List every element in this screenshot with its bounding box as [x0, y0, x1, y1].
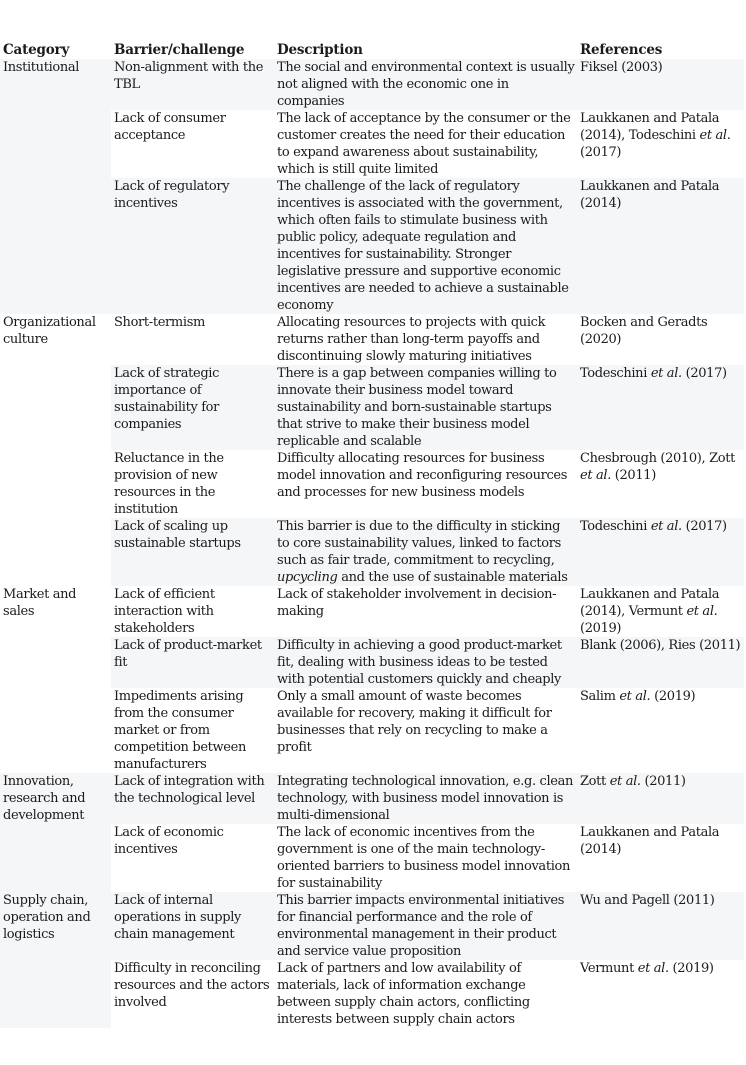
barrier-cell: Lack of scaling up sustainable startups: [111, 518, 274, 586]
barrier-cell: Lack of product-market fit: [111, 637, 274, 688]
header-row: [0, 42, 744, 59]
table-row: [0, 59, 744, 110]
references-cell: [577, 178, 744, 314]
text-segment: Laukkanen and Patala (2014): [580, 179, 720, 211]
italic-text: et al.: [650, 366, 682, 381]
text-segment: Vermunt: [580, 961, 638, 976]
description-cell: Allocating resources to projects with quick returns rather than long-term payoffs and discontinuing slowly maturing initiatives: [277, 315, 546, 364]
references-cell: [577, 773, 744, 824]
barrier-cell: Lack of consumer acceptance: [114, 111, 226, 143]
references-cell: [577, 518, 744, 586]
references-cell: [577, 59, 744, 110]
italic-text: et al.: [609, 774, 641, 789]
description-cell: Difficulty allocating resources for business model innovation and reconfiguring resources and processes for new business models: [277, 451, 568, 500]
category-cell: Institutional: [0, 59, 111, 314]
description-cell: [274, 518, 577, 586]
italic-text: et al.: [699, 128, 731, 143]
italic-text: et al.: [686, 604, 718, 619]
barrier-cell: Lack of internal operations in supply chain management: [111, 892, 274, 960]
table-row: [0, 110, 744, 178]
italic-text: et al.: [637, 961, 669, 976]
description-cell: The lack of acceptance by the consumer or the customer creates the need for their education to expand awareness about sustainability, which is still quite limited: [277, 111, 571, 177]
description-cell: There is a gap between companies willing to innovate their business model toward sustainability and born-sustainable startups that strive to make their business model replicable and scalable: [274, 365, 577, 450]
table-row: [0, 450, 744, 518]
barrier-cell: Lack of economic incentives: [114, 825, 224, 857]
text-segment: Bocken and Geradts (2020): [580, 315, 708, 347]
table-row: [0, 637, 744, 688]
text-segment: This barrier is due to the difficulty in sticking to core sustainability values, linked to factors such as fair trade, commitment to recycling,: [277, 519, 561, 568]
text-segment: Todeschini: [580, 366, 651, 381]
table-row: [0, 314, 744, 365]
barrier-cell: Non-alignment with the TBL: [111, 59, 274, 110]
table-row: [0, 824, 744, 892]
text-segment: Blank (2006), Ries (2011): [580, 638, 741, 653]
barrier-cell: Lack of integration with the technological level: [111, 773, 274, 824]
header-barrier: Barrier/challenge: [114, 42, 245, 58]
text-segment: (2019): [650, 689, 696, 704]
table-row: [0, 365, 744, 450]
header-category: Category: [3, 42, 70, 58]
text-segment: Zott: [580, 774, 610, 789]
description-cell: Lack of partners and low availability of materials, lack of information exchange between supply chain actors, conflicting interests between supply chain actors: [277, 961, 530, 1027]
table-row: [0, 892, 744, 960]
text-segment: (2017): [681, 366, 727, 381]
text-segment: (2019): [668, 961, 714, 976]
text-segment: Fiksel (2003): [580, 60, 663, 75]
category-cell: Supply chain, operation and logistics: [0, 892, 111, 1028]
text-segment: Laukkanen and Patala (2014), Vermunt: [580, 587, 720, 619]
category-cell: Innovation, research and development: [0, 773, 111, 892]
category-cell: Organizational culture: [3, 315, 96, 347]
text-segment: Laukkanen and Patala (2014): [580, 825, 720, 857]
references-cell: [577, 110, 744, 178]
table-row: [0, 586, 744, 637]
italic-text: et al.: [650, 519, 682, 534]
text-segment: (2011): [640, 774, 686, 789]
barrier-cell: Reluctance in the provision of new resources in the institution: [114, 451, 224, 517]
text-segment: (2011): [611, 468, 656, 483]
references-cell: [577, 960, 744, 1028]
barriers-table-container: [0, 42, 746, 1028]
barrier-cell: Lack of strategic importance of sustainability for companies: [111, 365, 274, 450]
references-cell: [577, 450, 744, 518]
table-row: [0, 688, 744, 773]
text-segment: (2019): [580, 621, 622, 636]
description-cell: Integrating technological innovation, e.g. clean technology, with business model innovation is multi-dimensional: [274, 773, 577, 824]
description-cell: The challenge of the lack of regulatory incentives is associated with the government, which often fails to stimulate business with public policy, adequate regulation and incentives for sustainability. Stronger legislative pressure and supportive economic incentives are needed to achieve a sustainable economy: [274, 178, 577, 314]
text-segment: (2017): [580, 145, 622, 160]
description-cell: This barrier impacts environmental initiatives for financial performance and the role of environmental management in their product and service value proposition: [274, 892, 577, 960]
description-cell: The lack of economic incentives from the government is one of the main technology-oriented barriers to business model innovation for sustainability: [277, 825, 571, 891]
table-row: [0, 178, 744, 314]
barrier-cell: Impediments arising from the consumer market or from competition between manufacturers: [114, 689, 247, 772]
barrier-cell: Difficulty in reconciling resources and the actors involved: [114, 961, 270, 1010]
description-cell: The social and environmental context is usually not aligned with the economic one in companies: [274, 59, 577, 110]
table-header: [0, 42, 744, 59]
references-cell: [577, 314, 744, 365]
text-segment: Todeschini: [580, 519, 651, 534]
italic-text: et al.: [619, 689, 651, 704]
description-cell: Difficulty in achieving a good product-market fit, dealing with business ideas to be tested with potential customers quickly and cheaply: [274, 637, 577, 688]
header-references: References: [580, 42, 663, 58]
text-segment: and the use of sustainable materials: [337, 570, 568, 585]
header-description: Description: [277, 42, 363, 58]
references-cell: [577, 824, 744, 892]
text-segment: Salim: [580, 689, 620, 704]
category-cell: Market and sales: [3, 587, 77, 619]
table-body: [0, 59, 744, 1028]
text-segment: Laukkanen and Patala (2014), Todeschini: [580, 111, 720, 143]
text-segment: Wu and Pagell (2011): [580, 893, 715, 908]
text-segment: Chesbrough (2010), Zott: [580, 451, 735, 466]
table-row: [0, 960, 744, 1028]
table-row: [0, 773, 744, 824]
description-cell: Only a small amount of waste becomes available for recovery, making it difficult for businesses that rely on recycling to make a profit: [277, 689, 552, 755]
description-cell: Lack of stakeholder involvement in decision-making: [277, 587, 557, 619]
references-cell: [577, 586, 744, 637]
references-cell: [577, 637, 744, 688]
table-row: [0, 518, 744, 586]
italic-text: et al.: [580, 468, 611, 483]
barriers-table: [0, 42, 744, 1028]
references-cell: [577, 892, 744, 960]
barrier-cell: Short-termism: [114, 315, 206, 330]
italic-text: upcycling: [277, 570, 338, 585]
references-cell: [577, 365, 744, 450]
barrier-cell: Lack of efficient interaction with stakeholders: [114, 587, 215, 636]
references-cell: [577, 688, 744, 773]
barrier-cell: Lack of regulatory incentives: [111, 178, 274, 314]
text-segment: (2017): [681, 519, 727, 534]
